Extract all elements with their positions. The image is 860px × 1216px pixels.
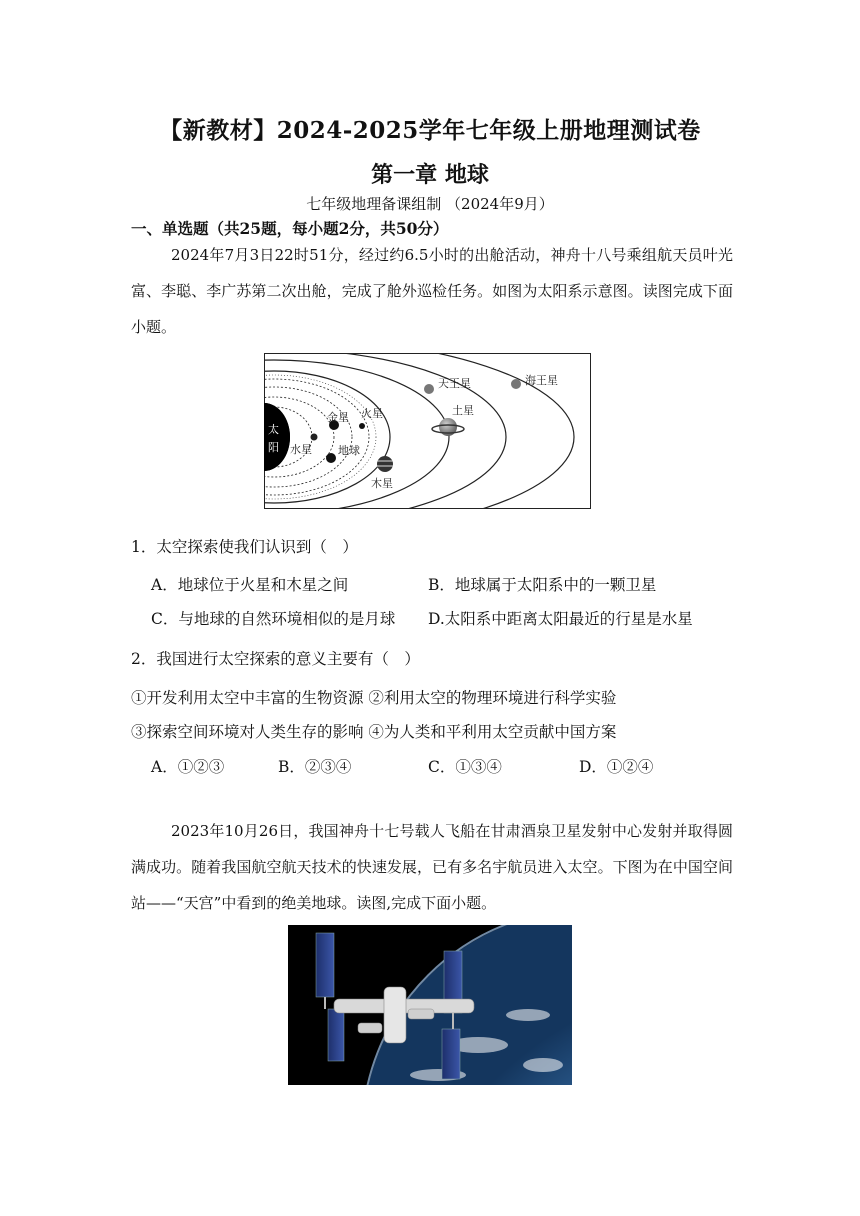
question-2-option-d: D．①②④ [579,758,654,776]
question-1-stem: 1．太空探索使我们认识到（ ） [131,538,358,556]
solar-system-figure [264,353,591,509]
question-1-option-d: D.太阳系中距离太阳最近的行星是水星 [428,610,693,628]
mercury-planet [311,434,318,441]
jupiter-label: 木星 [371,477,393,490]
space-station-photo [288,925,572,1085]
mercury-label: 水星 [290,443,312,456]
question-1-option-c: C．与地球的自然环境相似的是月球 [151,610,396,628]
question-1-option-a: A．地球位于火星和木星之间 [151,576,349,594]
mars-label: 火星 [361,407,383,420]
venus-label: 金星 [327,411,349,424]
earth-planet [326,453,336,463]
question-2-option-b: B．②③④ [278,758,352,776]
mars-planet [359,423,365,429]
neptune-label: 海王星 [525,374,558,387]
earth-label: 地球 [338,444,360,457]
passage-1: 2024年7月3日22时51分，经过约6.5小时的出舱活动，神舟十八号乘组航天员叶光富、李聪、李广苏第二次出舱，完成了舱外巡检任务。如图为太阳系示意图。读图完成下面小题。 [131,246,733,336]
jupiter-planet [377,456,393,472]
uranus-planet [424,384,434,394]
passage-2: 2023年10月26日，我国神舟十七号载人飞船在甘肃酒泉卫星发射中心发射并取得圆满成功。随着我国航空航天技术的快速发展，已有多名宇航员进入太空。下图为在中国空间站——“天宫”中看到的绝美地球。读图,完成下面小题。 [131,822,733,912]
question-2-option-a: A．①②③ [151,758,225,776]
question-2-statement-2: ③探索空间环境对人类生存的影响 ④为人类和平利用太空贡献中国方案 [131,723,617,741]
question-2-stem: 2．我国进行太空探索的意义主要有（ ） [131,650,420,668]
question-2-statement-1: ①开发利用太空中丰富的生物资源 ②利用太空的物理环境进行科学实验 [131,689,617,707]
question-1-option-b: B．地球属于太阳系中的一颗卫星 [428,576,657,594]
neptune-planet [511,379,521,389]
sun-label-2: 阳 [268,441,279,454]
sun-label-1: 太 [268,423,279,436]
saturn-label: 土星 [452,404,474,417]
section-heading: 一、单选题（共25题，每小题2分，共50分） [131,219,449,238]
exam-subtitle: 七年级地理备课组制 （2024年9月） [306,195,554,213]
exam-title: 【新教材】2024-2025学年七年级上册地理测试卷 [159,117,701,144]
chapter-title: 第一章 地球 [371,162,489,188]
uranus-label: 天王星 [438,377,471,390]
question-2-option-c: C．①③④ [428,758,502,776]
